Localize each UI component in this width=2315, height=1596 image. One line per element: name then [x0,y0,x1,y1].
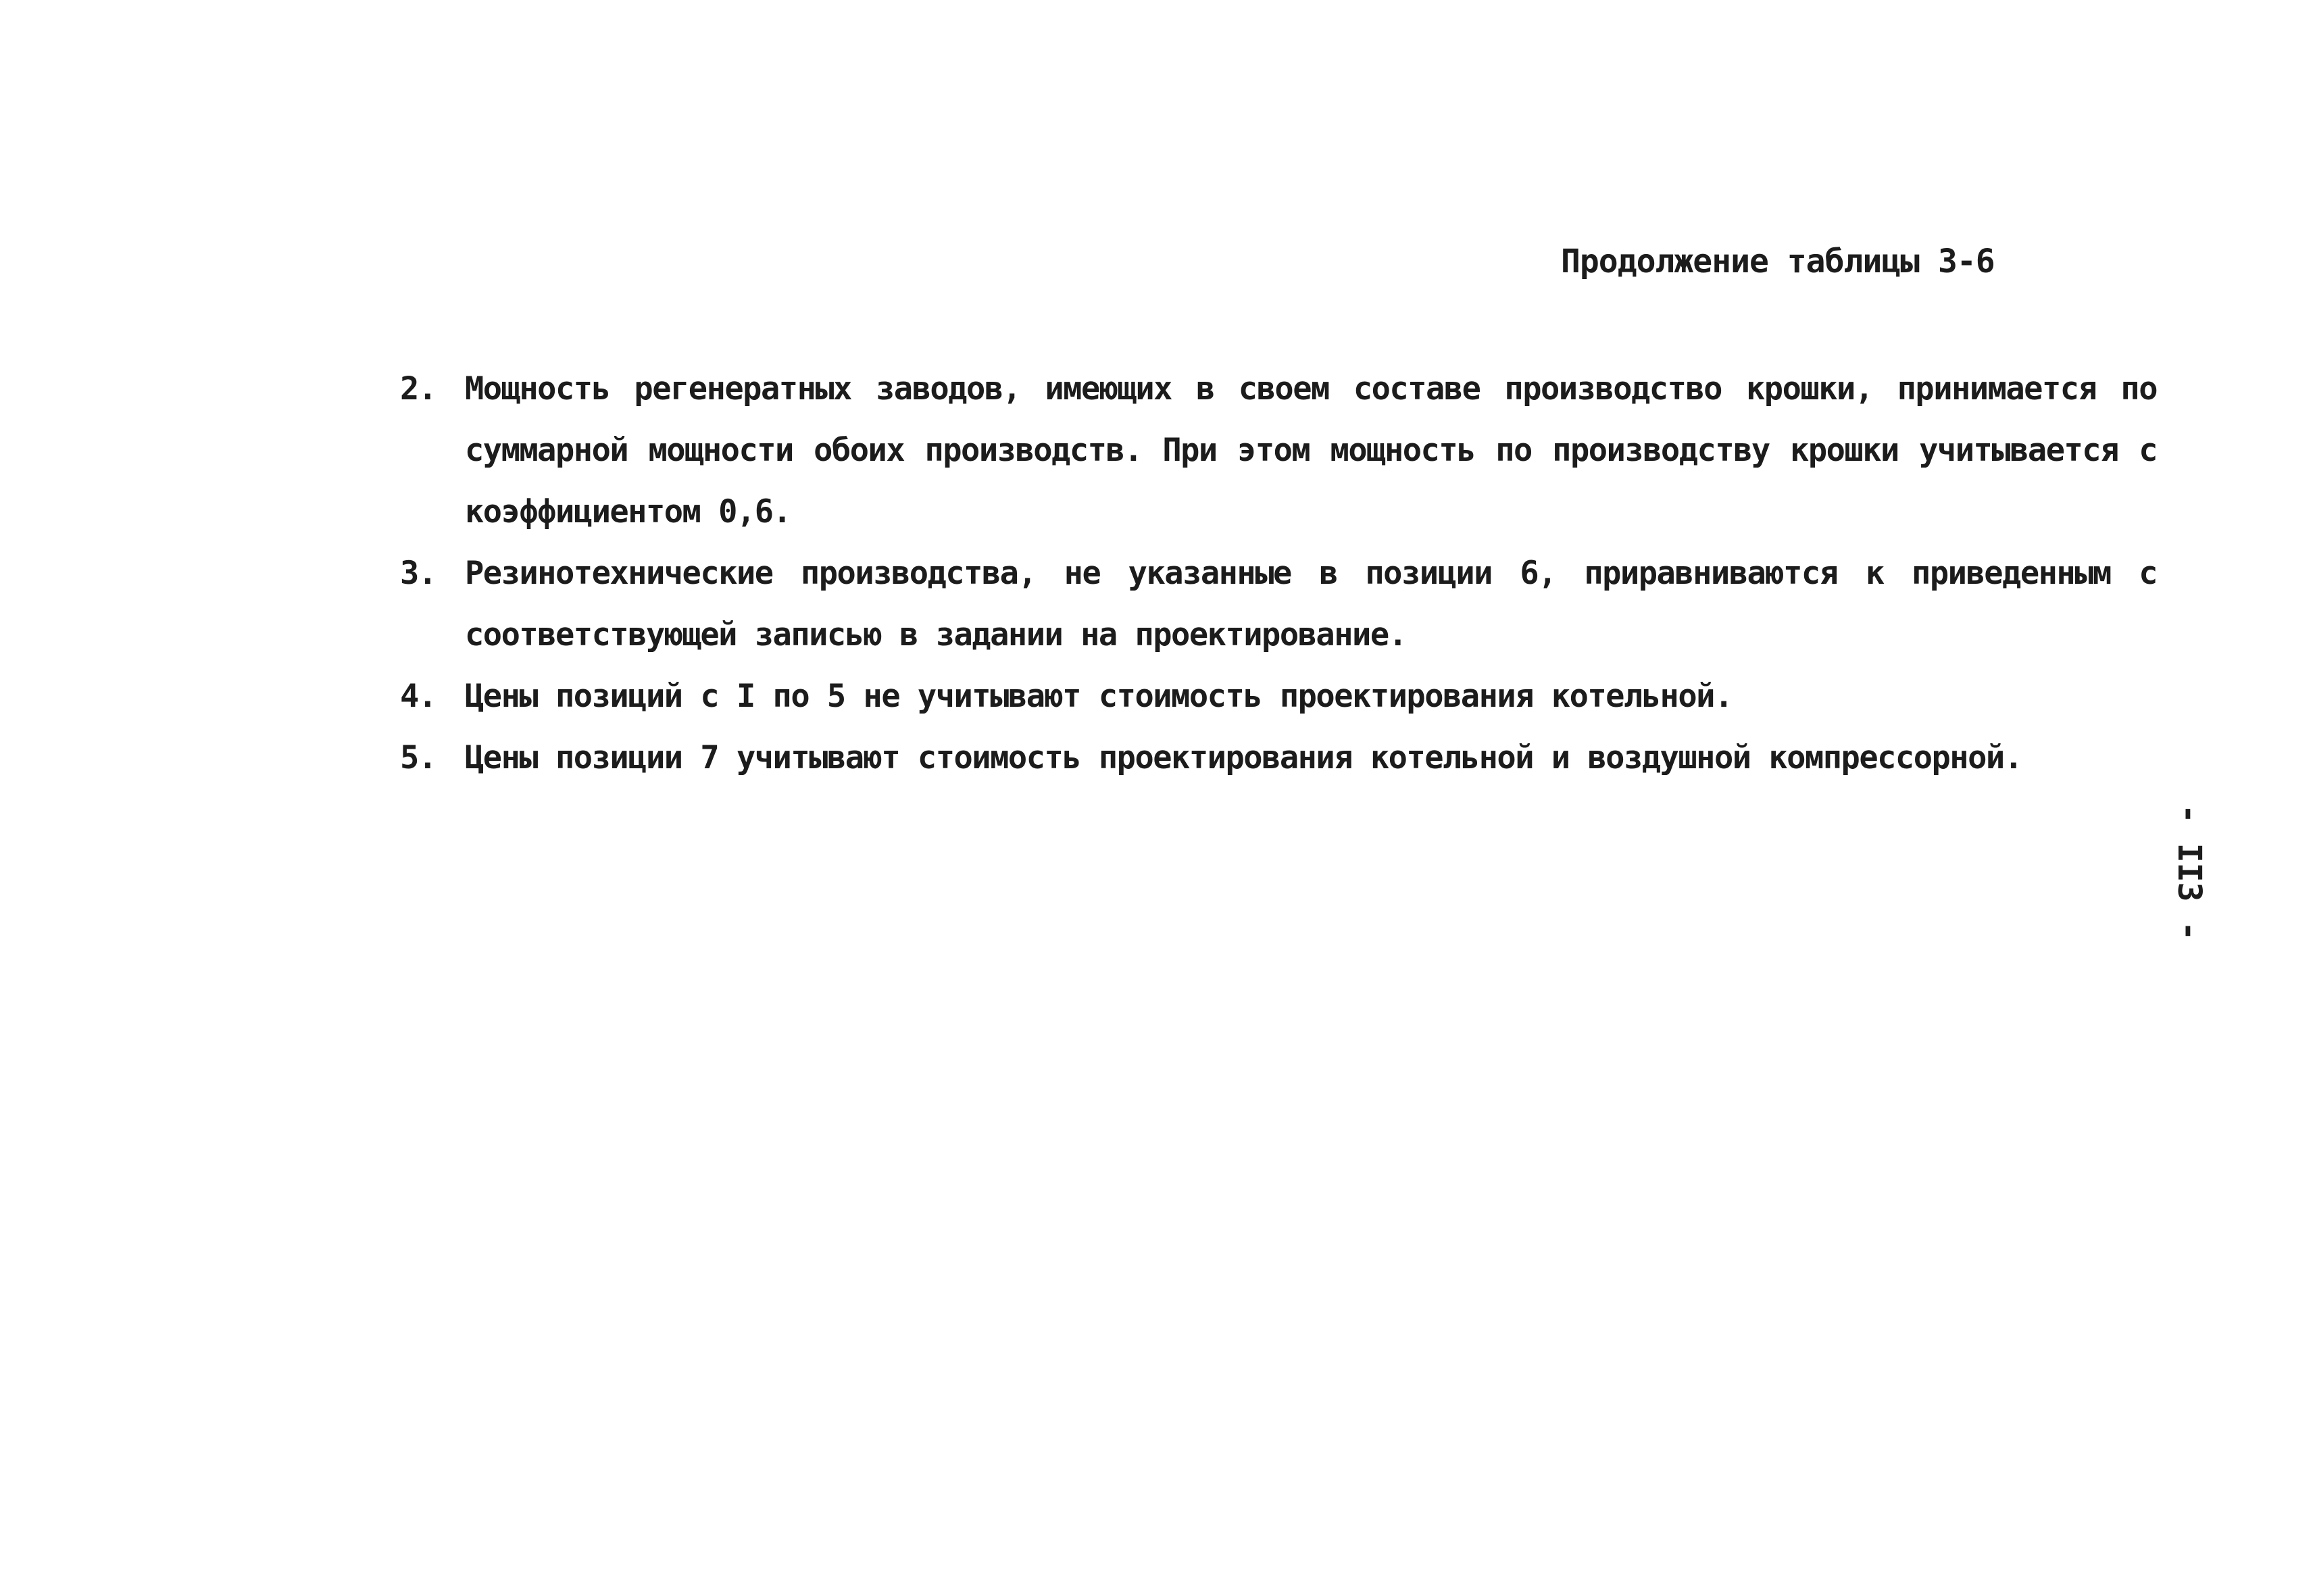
note-text: Резинотехнические производства, не указанные в позиции 6, приравниваются к приведенным с соответствующей записью в задании на проектирование. [465,555,2157,653]
note-item [400,727,2157,789]
table-continuation-caption: Продолжение таблицы 3-6 [1561,243,1995,280]
notes-list [400,358,2157,789]
note-text: Цены позиции 7 учитывают стоимость проектирования котельной и воздушной компрессорной. [465,739,2022,776]
note-item [400,543,2157,666]
note-text: Мощность регенератных заводов, имеющих в своем составе производство крошки, принимается по суммарной мощности обоих производств. При этом мощность по производству крошки учитывается с коэффициентом 0,6. [465,370,2157,530]
note-number: 4. [400,678,437,715]
page-number: - II3 - [2170,804,2208,941]
note-item [400,666,2157,727]
note-number: 3. [400,555,437,592]
note-text: Цены позиций с I по 5 не учитывают стоимость проектирования котельной. [465,678,1733,715]
note-number: 5. [400,739,437,776]
note-item [400,358,2157,543]
note-number: 2. [400,370,437,407]
